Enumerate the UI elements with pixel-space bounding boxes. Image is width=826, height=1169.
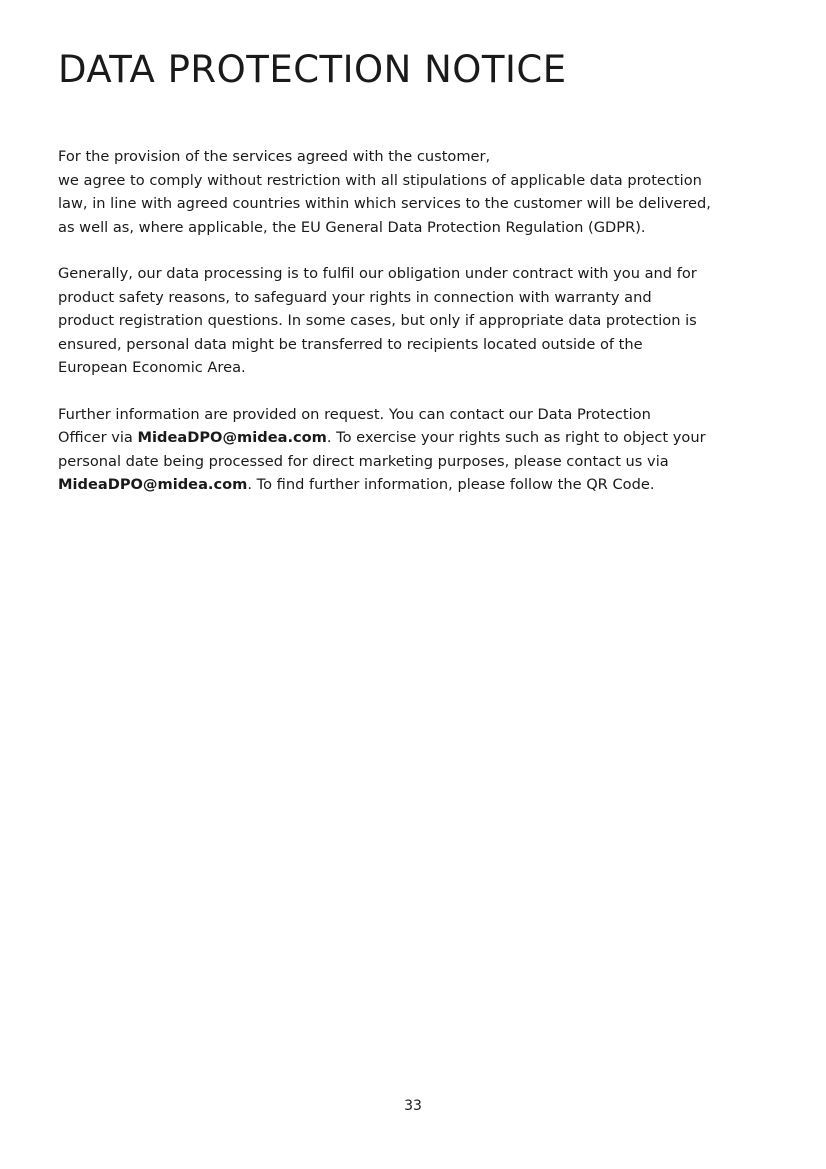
text-segment: . To exercise your rights such as right to object your xyxy=(326,429,706,446)
text-line: we agree to comply without restriction with all stipulations of applicable data protection xyxy=(58,171,702,189)
body-text xyxy=(58,145,773,520)
text-line: product registration questions. In some cases, but only if appropriate data protection is xyxy=(58,312,697,329)
text-line: ensured, personal data might be transferred to recipients located outside of the xyxy=(58,335,643,353)
text-line: personal date being processed for direct marketing purposes, please contact us via xyxy=(58,452,669,470)
text-line: European Economic Area. xyxy=(58,359,246,376)
text-line: product safety reasons, to safeguard your rights in connection with warranty and xyxy=(58,288,652,306)
text-segment: Officer via xyxy=(58,429,138,446)
paragraph-data-processing xyxy=(58,262,773,380)
dpo-email-link[interactable]: MideaDPO@midea.com xyxy=(137,429,327,446)
text-segment: . To find further information, please follow the QR Code. xyxy=(247,476,655,493)
marketing-objection-email-link[interactable]: MideaDPO@midea.com xyxy=(58,476,248,493)
text-line: Generally, our data processing is to fulfil our obligation under contract with you and for xyxy=(58,265,697,282)
text-line xyxy=(58,426,773,450)
text-line xyxy=(58,473,773,497)
text-line: as well as, where applicable, the EU General Data Protection Regulation (GDPR). xyxy=(58,218,646,236)
text-line: law, in line with agreed countries within which services to the customer will be delivered, xyxy=(58,195,711,212)
paragraph-contact-info xyxy=(58,403,773,497)
page-number: 33 xyxy=(404,1098,422,1114)
paragraph-services-commitment xyxy=(58,145,773,239)
text-line: For the provision of the services agreed with the customer, xyxy=(58,148,491,165)
text-line: Further information are provided on request. You can contact our Data Protection xyxy=(58,405,651,423)
page-title: DATA PROTECTION NOTICE xyxy=(58,48,567,91)
